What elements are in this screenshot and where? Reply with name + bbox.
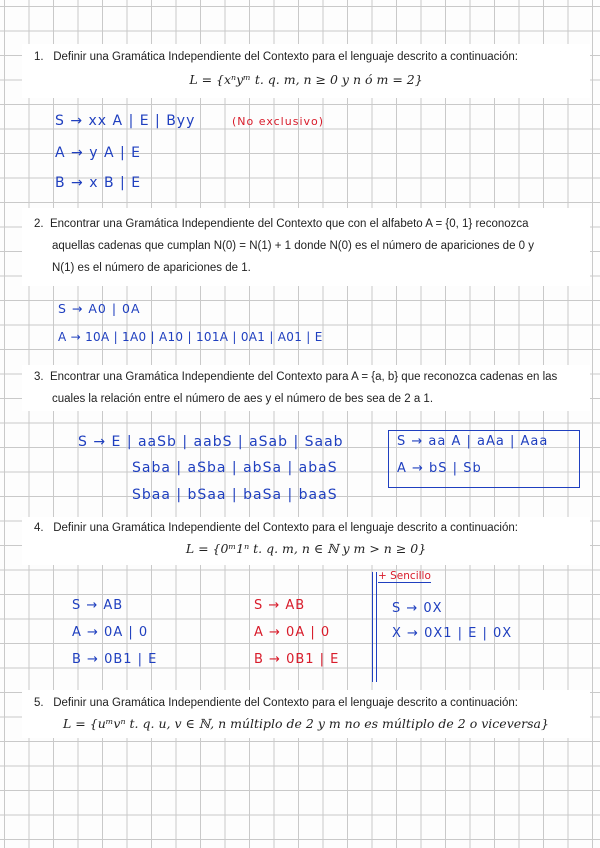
- question-2: [22, 208, 590, 286]
- q4-red-line-2: A → 0A | 0: [254, 625, 331, 640]
- question-2-text-2: aquellas cadenas que cumplan N(0) = N(1) + 1 donde N(0) es el número de apariciones de 0 y: [52, 240, 535, 252]
- question-1-formula: L = {xⁿyᵐ t. q. m, n ≥ 0 y n ó m = 2}: [189, 72, 423, 87]
- q1-answer-line-1: S → xx A | E | Byy: [55, 113, 196, 129]
- q2-answer-line-1: S → A0 | 0A: [58, 301, 141, 316]
- q3-answer-line-2: Saba | aSba | abSa | abaS: [132, 460, 338, 476]
- question-5: [22, 690, 590, 738]
- question-2-statement: [34, 213, 582, 279]
- q4-blue-line-1: S → AB: [72, 598, 124, 613]
- question-2-text-1: Encontrar una Gramática Independiente del Contexto que con el alfabeto A = {0, 1} reconozca: [49, 218, 529, 230]
- question-4-formula: L = {0ᵐ1ⁿ t. q. m, n ∈ ℕ y m > n ≥ 0}: [185, 541, 427, 556]
- question-3-statement: [34, 366, 557, 410]
- question-1-number: 1.: [34, 51, 44, 63]
- question-5-number: 5.: [34, 697, 44, 709]
- question-3: [22, 365, 590, 411]
- q4-simple-label: + Sencillo: [378, 570, 431, 582]
- q3-answer-line-1: S → E | aaSb | aabS | aSab | Saab: [78, 434, 344, 450]
- q4-red-line-1: S → AB: [254, 598, 306, 613]
- question-4-text: Definir una Gramática Independiente del Contexto para el lenguaje descrito a continuación:: [53, 522, 518, 534]
- q3-box-line-2: A → bS | Sb: [397, 461, 482, 476]
- question-4-number: 4.: [34, 522, 44, 534]
- question-1: [22, 44, 590, 98]
- q1-note: (No exclusivo): [232, 115, 325, 128]
- q1-answer-line-3: B → x B | E: [55, 175, 142, 191]
- q4-blue-line-3: B → 0B1 | E: [72, 652, 158, 667]
- question-3-text-1: Encontrar una Gramática Independiente del Contexto para A = {a, b} que reconozca cadenas en las: [49, 371, 558, 383]
- question-2-text-3: N(1) es el número de apariciones de 1.: [52, 262, 251, 274]
- question-4: [22, 517, 590, 565]
- q4-separator-bar: [372, 572, 377, 682]
- question-3-text-2: cuales la relación entre el número de aes y el número de bes sea de 2 a 1.: [52, 393, 434, 405]
- question-4-statement: [34, 517, 518, 539]
- question-5-statement: [34, 692, 518, 714]
- q4-simple-line-1: S → 0X: [392, 601, 443, 616]
- q3-box-line-1: S → aa A | aAa | Aaa: [397, 434, 549, 449]
- question-1-text: Definir una Gramática Independiente del Contexto para el lenguaje descrito a continuación:: [53, 51, 518, 63]
- question-5-text: Definir una Gramática Independiente del Contexto para el lenguaje descrito a continuación:: [53, 697, 518, 709]
- q4-red-line-3: B → 0B1 | E: [254, 652, 340, 667]
- question-3-line-1: [34, 366, 557, 388]
- question-1-statement: [34, 46, 518, 68]
- question-2-number: 2.: [34, 218, 44, 230]
- q2-answer-line-2: A → 10A | 1A0 | A10 | 101A | 0A1 | A01 | E: [58, 330, 323, 344]
- question-5-formula: L = {uᵐvⁿ t. q. u, v ∈ ℕ, n múltiplo de 2 y m no es múltiplo de 2 o viceversa}: [63, 716, 549, 731]
- q4-simple-line-2: X → 0X1 | E | 0X: [392, 626, 513, 641]
- question-2-line-1: [34, 213, 582, 235]
- question-3-number: 3.: [34, 371, 44, 383]
- q4-blue-line-2: A → 0A | 0: [72, 625, 149, 640]
- q3-answer-line-3: Sbaa | bSaa | baSa | baaS: [132, 487, 338, 503]
- q1-answer-line-2: A → y A | E: [55, 145, 141, 161]
